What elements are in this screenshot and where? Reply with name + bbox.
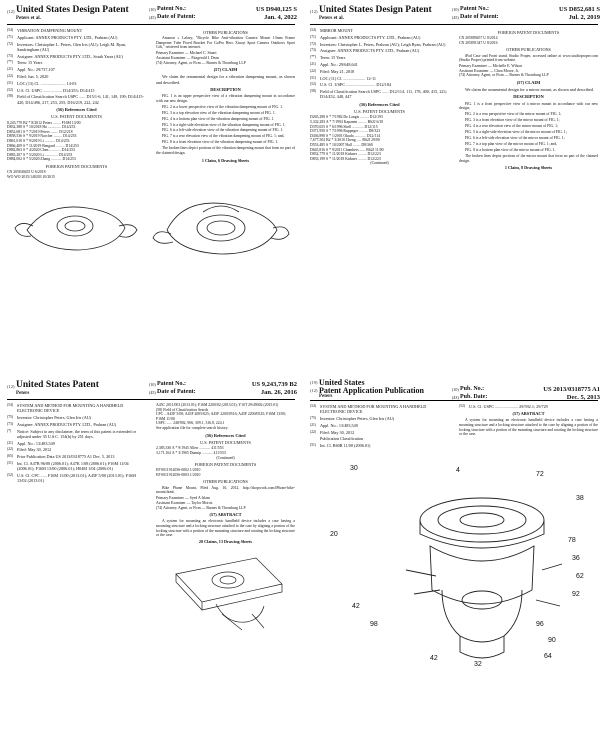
vibration-mount-drawing [7,182,295,260]
reference-row: 5,332,283 A * 7/1994 Kapanen ......... B62J 6/10 [310,120,384,125]
bib-field [7,429,146,439]
inventor-name: Peters [319,394,333,399]
field-text: Applicant: ANNEX PRODUCTS PTY. LTD., Prahran (AU) [17,34,118,40]
right-column [459,404,598,450]
field-code: (22) [310,429,316,434]
num-tag: (10) [452,387,459,392]
claims-footer: 20 Claims, 13 Drawing Sheets [198,539,253,545]
inventor-name: Peters et al. [16,16,41,21]
refs-title: (56) References Cited [56,106,97,112]
kind-code: (12) [310,9,318,14]
field-code: (21) [310,61,316,66]
pub-date: Dec. 5, 2013 [566,394,600,401]
field-text: Appl. No.: 29/648,641 [320,61,358,67]
patent-number: US D940,125 S [256,6,297,13]
handheld-device-mount-drawing [310,450,598,670]
field-text: Appl. No.: 29/737,107 [17,67,55,73]
description-paragraph: FIG. 1 is an upper perspective view of a vibration dampening mount in accordance with our new design. [156,93,295,103]
patent-number: US 9,243,739 B2 [251,381,297,388]
description-paragraph: FIG. 6 is a left-side elevation view of the mirror mount of FIG. 1; [465,136,565,141]
description-paragraph: FIG. 6 is a left-side elevation view of the vibration dampening mount of FIG. 1. [162,128,284,133]
bib-field [7,88,146,93]
foreign-reference-row: EP 0011912056-0002 1/2010 [156,468,201,473]
reference-row: D832,388 S * 10/2018 Ha .............. D14/253 [7,125,76,130]
field-text: Assignee: ANNEX PRODUCTS PTY. LTD., Prahran (AU) [320,48,420,54]
field-text: Int. Cl. A47B 96/00 (2006.01); A47K 1/08 (2006.01); F16M 11/04 (2006.01); F16M 13/00 (2006.01); H04M 1/04 (2006.01) [17,460,129,472]
reference-row: D852,681 S * 7/2019 Peters ........ D12/218 [7,129,73,134]
reference-row: D833,199 S * 11/2018 Kirkner ......... D12/223 [310,156,381,161]
field-code: (75) [7,415,13,419]
bib-field [7,454,146,459]
field-code: (58) [7,94,13,99]
field-code: (51) [7,80,13,85]
description-title: DESCRIPTION [513,94,544,100]
other-pubs-title: OTHER PUBLICATIONS [506,46,551,52]
refs-subtitle: U.S. PATENT DOCUMENTS [354,108,405,114]
reference-row: 2,385,330 A * 9/1945 Allen ............ 411/553 [156,446,224,451]
reference-numeral: 20 [330,530,338,538]
bib-field [310,430,449,435]
description-paragraph: FIG. 7 is a top plan view of the mirror mount of FIG. 1; and, [465,142,558,147]
bib-field [7,60,146,65]
field-code: (51) [7,460,13,465]
patent-type-title: United States Patent [16,380,99,390]
reference-numeral: 42 [352,602,360,610]
reference-row: D861,010 S * 9/2019 Li ........... D14/253 [7,139,70,144]
abstract-text: A system for mounting an electronic handheld device includes a case having a mounting structure and a locking structure attached to the case by aligning a portion of the locking structure with a portion of the mounting structure and rotating the locking structure or the case. [156,519,295,538]
description-paragraph: FIG. 3 is a front elevation view of the mirror mount of FIG. 1; [465,118,560,123]
description-paragraph: FIG. 8 is a bottom plan view of the mirror mount of FIG. 1. [465,148,556,153]
description-paragraph: FIG. 5 is a right-side elevation view of the mirror mount of FIG. 1; [465,130,567,135]
reference-row: D858,536 S * 9/2019 Narcher ......... D14/253 [7,134,77,139]
bib-field [7,415,146,420]
reference-row: D645,816 S * 9/2011 Chambers ...... B62J 11/00 [310,147,384,152]
patent-type-title: United States Design Patent [16,5,129,15]
pub-number: US 2013/0318775 A1 [543,386,600,393]
field-code: (21) [310,422,316,427]
field-code: (22) [7,447,13,452]
field-text: Filed: Jun. 5, 2020 [17,73,49,79]
date-label: Pub. Date: [460,394,488,400]
patent-header [310,4,598,23]
abstract-text: A system for mounting an electronic handheld device includes a case having a mounting structure and a locking structure attached to the case by aligning a portion of the locking structure with a portion of the mounting structure and rotating the locking structure or the case. [459,418,598,437]
claims-footer: 1 Claim, 6 Drawing Sheets [201,157,250,163]
field-code: (22) [7,73,13,78]
reference-numeral: 36 [572,554,580,562]
attorney: (74) Attorney, Agent, or Firm — Barnes & Thornburg LLP [156,505,246,510]
field-code: (52) [7,87,13,92]
description-paragraph: FIG. 1 is a front perspective view of a mirror mount in accordance with our new design; [459,101,598,111]
reference-row: D832,779 S * 11/2018 Kirkner ......... D12/223 [310,152,381,157]
field-text: Inventors: Christopher L. Peters, Glen Iris (AU); Leigh M. Ryan, Sandringham (AU) [17,41,127,52]
kind-code: (12) [7,384,15,389]
field-code: (51) [310,75,316,80]
refs-subtitle: U.S. PATENT DOCUMENTS [200,439,251,445]
bib-field [7,42,146,52]
primary-examiner: Primary Examiner — Syed A Islam [156,496,210,501]
field-text: U.S. Cl. USPC .................. D14/253; D14/415 [17,87,95,93]
field-code: (**) [310,55,316,60]
bib-field [7,422,146,427]
reference-row: D553,485 S * 10/2007 Hall ........ D8/360 [310,143,373,148]
reference-row: D884,002 S * 5/2020 Zhang ........... D14/253 [7,157,76,162]
patent-number-label: Patent No.: [460,6,489,12]
num-tag: (10) [149,382,156,387]
bib-field [7,447,146,452]
bib-field [310,423,449,428]
description-paragraph: FIG. 7 is a rear elevation view of the vibration dampening mount of FIG. 1; and, [162,134,285,139]
field-text: Field of Classification Search USPC ...... D15/1-6, 141, 149, 199; D14/415-420, D14/496, 217, 253, 255; D16/219, 222, 242 [17,94,144,105]
assistant-examiner: Assistant Examiner — Taylor Morris [156,501,213,506]
bib-field [310,76,449,81]
description-paragraph: The broken lines depict portions of the vibration dampening mount that form no part of the claimed design. [156,146,295,156]
reference-numeral: 90 [548,636,556,644]
bib-field [310,28,449,33]
field-code: (73) [7,421,13,426]
field-text: Applicant: ANNEX PRODUCTS PTY. LTD., Prahran (AU) [320,34,421,40]
field-code: (72) [7,41,13,46]
classification-line: (58) Field of Classification Search [156,407,209,412]
description-title: DESCRIPTION [210,86,241,92]
patent-number-label: Patent No.: [157,381,186,387]
reference-row: 8,243,770 B2 * 8/2012 Peters ........ F16M 13/00 [7,120,81,125]
other-pubs-text: iPad Case and Front stand, Studio Proper, accessed online at www.studioproper.com (Studio Proper) printed from website. [459,53,598,63]
patent-page-9243739 [0,375,302,750]
country-title: United States [319,378,365,387]
bib-field [7,441,146,446]
reference-numeral: 38 [576,494,584,502]
foreign-reference-row: CN 205891347 U 8/2016 [459,40,498,45]
field-text: LOC (11) Cl. ..................... 12-11 [320,75,376,81]
field-text: Publication Classification [320,436,364,442]
patent-type-title: United States Design Patent [319,5,432,15]
right-column [156,28,295,179]
abstract-title: (57) ABSTRACT [209,512,242,518]
field-text: Filed: May 30, 2012 [17,447,52,453]
claim-text: We claim the ornamental design for a vibration dampening mount, as shown and described. [156,74,295,85]
field-text: VIBRATION DAMPENING MOUNT [17,28,83,33]
header-rule [7,24,295,25]
num-tag: (10) [452,7,459,12]
field-text: SYSTEM AND METHOD FOR MOUNTING A HANDHELD ELECTRONIC DEVICE [17,403,124,414]
field-text: U.S. Cl. USPC ............................ D12/184 [320,82,392,88]
classification-line: A45C 2011/003 (2013.01); F16M 2200/02 (2013.01); Y10T 29/49002 (2015.01) [156,403,279,407]
reference-numeral: 30 [350,464,358,472]
date-tag: (45) [452,15,459,20]
reference-row: D866,409 S * 11/2019 Bengard ......... D14/253 [7,143,79,148]
patent-page-pub-20130318775 [303,375,605,750]
bib-field [7,403,146,413]
reference-row: 3,171,162 A * 3/1965 Dunnip ........... 411/553 [156,451,226,456]
header-rule [7,399,295,400]
patent-date: Jul. 2, 2019 [568,14,600,21]
date-label: Date of Patent: [157,14,196,20]
bib-field [310,48,449,53]
field-text: Field of Classification Search USPC ...... D12/114, 111, 178, 400, 415, 223; D14/452, 448, 447 [320,89,447,100]
bib-field [310,42,449,47]
reference-row: 7,677,502 B2 * 3/2010 Cheng ..... B62J 29/00 [310,138,380,143]
abstract-title: (57) ABSTRACT [512,411,545,417]
field-text: Filed: May 30, 2012 [320,429,355,435]
field-code: (54) [310,28,316,32]
foreign-title: FOREIGN PATENT DOCUMENTS [194,461,257,467]
reference-row: D883,207 S * 5/2020 Li .............. D14/253 [7,152,73,157]
bib-field [310,82,449,87]
field-text: Inventors: Christopher L. Peters, Prahran (AU); Leigh Ryan, Prahran (AU) [320,41,446,47]
left-column [7,28,146,179]
bib-field [7,473,146,483]
field-code: (52) [310,82,316,87]
field-text: Notice: Subject to any disclaimer, the term of this patent is extended or adjusted under 35 U.S.C. 154(b) by 251 days. [17,428,137,439]
date-tag: (43) [452,395,459,400]
field-code: (54) [7,403,13,407]
field-code: (21) [7,440,13,445]
date-label: Date of Patent: [460,14,499,20]
field-text: Term: 15 Years [320,55,346,61]
field-text: Term: 15 Years [17,60,43,66]
field-code: (**) [7,60,13,65]
num-tag: (10) [149,7,156,12]
patent-number-label: Patent No.: [157,6,186,12]
attorney: (74) Attorney, Agent, or Firm — Burnes & Thornburg LLP [156,60,246,65]
classification-line: USPC ...... 248/902, 906, 309.1, 316.8, 224.1 [156,421,225,426]
attorney: (74) Attorney, Agent, or Firm — Barnes & Thornburg LLP [459,73,549,78]
field-code: (71) [7,34,13,39]
description-paragraph: FIG. 2 is a lower perspective view of the vibration dampening mount of FIG. 1. [162,104,283,109]
reference-numeral: 62 [576,572,584,580]
bib-field [310,55,449,60]
field-code: (21) [7,67,13,72]
left-column [310,404,449,450]
field-text: MIRROR MOUNT [320,28,353,33]
description-paragraph: FIG. 4 is a bottom plan view of the vibration dampening mount of FIG. 1. [162,116,275,121]
primary-examiner: Primary Examiner — Michelle E. Wilson [459,64,523,69]
description-paragraph: FIG. 5 is a right-side elevation view of the vibration dampening mount of FIG. 1. [162,122,286,127]
continued-note: (Continued) [370,161,389,166]
patent-date: Jan. 26, 2016 [260,389,297,396]
reference-row: D882,863 S * 4/2020 Chen ............ D14/253 [7,148,76,153]
field-text: U.S. Cl. CPC ...... F16M 11/00 (2013.01); A45F 5/00 (2013.01); F16M 13/02 (2013.01) [17,472,136,484]
patent-number: US D852,681 S [559,6,600,13]
bib-field [7,28,146,33]
bib-field [310,443,449,448]
bib-field [7,67,146,72]
reference-numeral: 92 [572,590,580,598]
claim-text: We claim the ornamental design for a mirror mount, as shown and described. [465,87,594,93]
field-text: Inventor: Christopher Peters, Glen Iris (AU) [17,415,92,420]
field-text: Assignee: ANNEX PRODUCTS PTY. LTD., South Yarra (AU) [17,53,123,59]
field-code: (65) [7,454,13,459]
kind-code-2: (12) [310,388,318,393]
date-tag: (45) [149,15,156,20]
field-text: Appl. No.: 13/483,549 [320,422,358,428]
bib-field [310,62,449,67]
refs-subtitle: U.S. PATENT DOCUMENTS [51,113,102,119]
continued-note: (Continued) [216,455,235,460]
classification-line: CPC .. A45F 5/00; A45F 2005/025; A45F 2200/0516; A45F 2200/0525; F16M 13/00; F16M 11/00 [156,412,287,421]
field-text: Inventor: Christopher Peters, Glen Iris (AU) [320,416,395,421]
field-code: (75) [310,416,316,420]
right-column [156,403,295,636]
field-text: Int. Cl. B60R 11/00 (2006.01) [320,443,371,449]
reference-row: D370,655 S * 6/1996 Shell ............ D12/115 [310,124,378,129]
field-text: Prior Publication Data US 2013/0318775 A1 Dec. 5, 2013 [17,454,115,460]
foreign-reference-row: EP 0011912056-0003 1/2010 [156,473,201,478]
patent-header [7,379,295,398]
refs-title: (56) References Cited [205,432,246,438]
other-pubs-title: OTHER PUBLICATIONS [203,29,248,35]
bib-field [7,94,146,104]
pub-number-label: Pub. No.: [460,386,485,392]
field-code: (73) [7,53,13,58]
description-paragraph: FIG. 3 is a top elevation view of the vibration dampening mount of FIG. 1. [162,110,276,115]
inventor-name: Peters [16,391,30,396]
foreign-title: FOREIGN PATENT DOCUMENTS [45,163,108,169]
field-text: Appl. No.: 13/483,549 [17,440,55,446]
left-column [310,28,449,170]
field-code: (58) [310,89,316,94]
field-code: (52) [459,404,465,408]
claim-title: (57) CLAIM [516,79,541,85]
field-code: (72) [310,41,316,46]
assistant-examiner: Assistant Examiner — Clara Moore, Jr. [459,68,520,73]
foreign-reference-row: CN 205889457 U 8/2014 [459,36,498,41]
reference-row: D436,898 S * 1/2001 Okuda ............ D12/114 [310,133,380,138]
bib-field [7,81,146,86]
reference-numeral: 42 [430,654,438,662]
other-pubs-title: OTHER PUBLICATIONS [203,479,248,485]
assistant-examiner: Assistant Examiner — Fitzgerald I. Dean [156,55,219,60]
field-code: (52) [7,472,13,477]
bib-field [459,404,598,409]
handheld-mount-drawing [156,544,295,634]
refs-title: (56) References Cited [359,101,400,107]
left-column [7,403,146,636]
claim-title: (57) CLAIM [213,67,238,73]
bib-field [310,416,449,421]
patent-header [7,4,295,23]
reference-numeral: 78 [568,536,576,544]
patent-page-d852681 [303,0,605,375]
foreign-reference-row: WO WO 2015/148203 10/2015 [7,174,55,179]
inventor-name: Peters et al. [319,16,344,21]
patent-date: Jan. 4, 2022 [264,14,297,21]
bib-field [310,404,449,414]
field-text: Assignee: ANNEX PRODUCTS PTY. LTD., Prahran (AU) [17,421,117,427]
right-column [459,28,598,170]
reference-row: D371,950 S * 7/1996 Ruppeger ......... D8/323 [310,129,381,134]
reference-row: D265,298 S * 7/1982 De Langis ......... D12/193 [310,115,383,120]
description-paragraph: FIG. 4 is a rear elevation view of the mirror mount of FIG. 1; [465,124,559,129]
reference-numeral: 64 [544,652,552,660]
publication-type-title: Patent Application Publication [319,386,424,395]
field-code: (54) [310,404,316,408]
reference-numeral: 32 [474,660,482,668]
field-text: U.S. Cl. USPC ...................... 29/592.1; 29/729 [469,404,548,409]
description-paragraph: The broken lines depict portions of the mirror mount that form no part of the claimed design. [459,154,598,163]
classification-line: See application file for complete search history. [156,425,229,430]
bib-field [7,461,146,471]
patent-header [310,379,598,399]
foreign-reference-row: CN 205840455 U 6/2018 [7,170,46,175]
field-text: Filed: May 21, 2018 [320,68,355,74]
reference-numeral: 98 [370,620,378,628]
field-text: SYSTEM AND METHOD FOR MOUNTING A HANDHELD ELECTRONIC DEVICE [320,404,427,415]
bib-field [7,54,146,59]
bib-field [310,89,449,99]
patent-page-d940125 [0,0,302,375]
foreign-title: FOREIGN PATENT DOCUMENTS [497,29,560,35]
reference-numeral: 96 [536,620,544,628]
field-text: LOC (13) Cl. ........................ 14-03 [17,80,77,86]
field-code: (73) [310,48,316,53]
field-code: (22) [310,68,316,73]
field-code: (*) [7,428,12,433]
bib-field [7,35,146,40]
primary-examiner: Primary Examiner — Michael C. Stuart [156,51,217,56]
kind-code: (19) [310,380,318,385]
bib-field [310,69,449,74]
other-pubs-text: Amazon » Lalaey, "Bicycle Bike Anti-vibration Camera Mount 13mm Frame Dampener Tube Fixed Bracket For GoPro Hero Xiaoyi Sport Camera Outdoors Sport Gift," retrieved from internet. [156,36,295,50]
reference-numeral: 4 [456,466,460,474]
bib-field [310,35,449,40]
reference-numeral: 72 [536,470,544,478]
field-code: (71) [310,34,316,39]
description-paragraph: FIG. 2 is a rear perspective view of the mirror mount of FIG. 1; [465,112,562,117]
kind-code: (12) [7,9,15,14]
bib-field [7,74,146,79]
field-code: (54) [7,28,13,32]
field-code: (51) [310,443,316,448]
other-pubs-text: Bike Phone Mount, Filed Aug. 10, 2012, http://shopwork.com/iPhone-bike-mount.html. [156,485,295,495]
date-label: Date of Patent: [157,389,196,395]
bib-field [310,436,449,441]
description-paragraph: FIG. 8 is a front elevation view of the vibration dampening mount of FIG. 1. [162,140,279,145]
date-tag: (45) [149,390,156,395]
header-rule [310,24,598,25]
claims-footer: 1 Claim, 8 Drawing Sheets [504,165,553,171]
